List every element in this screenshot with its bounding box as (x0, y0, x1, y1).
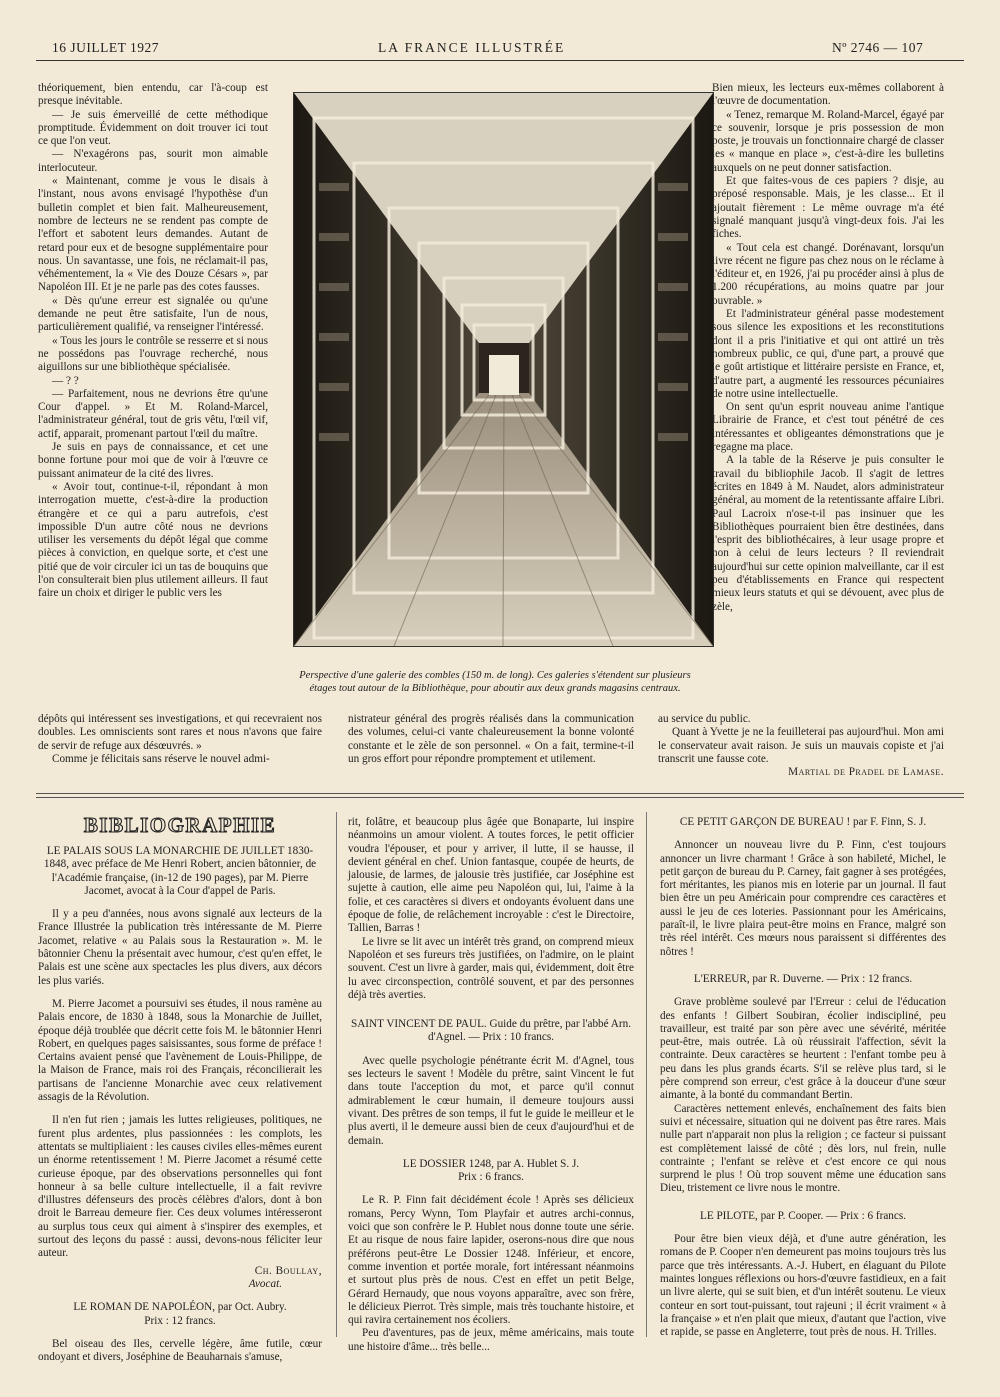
paragraph: — ? ? (52, 374, 79, 387)
paragraph: Caractères nettement enlevés, enchaînement des faits bien suivi et nécessaire, situation qui ne doivent pas être rares. Mais nulle part n'apparait non plus la religion ; ce facteur si puissant est complètement laissé de côté ; dès lors, nul frein, nulle contrainte ; l'enfant se relève et c'est encore ce qui nous surprend le plus ! Où trop souvent même une éducation sans Dieu, tristement ce livre nous le montre. (660, 1102, 946, 1195)
book-price: Prix : 12 francs. (144, 1314, 216, 1327)
paragraph: « Maintenant, comme je vous le disais à l'instant, nous avons envisagé l'hypothèse d'un bulletin complet et bien fait. Malheureusement, nombre de lecteurs ne se rendent pas compte de l'effort et sabotent leurs demandes. Autant de retard pour eux et de besogne supplémentaire pour nous. Un savantasse, une fois, ne réclamait-il pas, véhémentement, la « Vie des Douze Césars », par Napoléon III. Et je ne parle pas des cotes fausses. (38, 175, 268, 294)
column-divider (646, 812, 647, 1337)
book-title: LE DOSSIER 1248, par A. Hublet S. J. (402, 1157, 580, 1170)
library-gallery-photo (293, 92, 714, 647)
book-title: LE ROMAN DE NAPOLÉON, par Oct. Aubry. (73, 1301, 287, 1314)
paragraph: dépôts qui intéressent ses investigations, et qui recevraient nos doubles. Les omniscients sont rares et nous n'avons que faire de servir de refuge aux désœuvrés. » (38, 713, 322, 752)
paragraph: rit, folâtre, et beaucoup plus âgée que Bonaparte, lui inspire néanmoins un amour violent. A toutes forces, le petit officier voudra l'épouser, et pour y arriver, il lutte, il se hausse, il devient général en chef. Union fantasque, coupée de heurts, de jalousie, de larmes, de jalousie très justifiée, car Joséphine est sujette à caution, elle aime peu Napoléon qui, lui, l'aime à la folie, et ces caractères si divers et ondoyants évoluent dans une époque de folie, de relâchement incroyable : c'est le Directoire, Tallien, Barras ! (348, 816, 634, 935)
paragraph: Bel oiseau des Iles, cervelle légère, âme futile, cœur ondoyant et divers, Joséphine de Beauharnais s'amuse, (38, 1337, 322, 1364)
book-title: CE PETIT GARÇON DE BUREAU ! par F. Finn, S. J. (679, 816, 927, 828)
paragraph: Et que faites-vous de ces papiers ? disje, au préposé responsable. Mais, je les classe... Et il ajoutait fièrement : Le même ouvrage m'a été signalé manquant jusqu'à vingt-deux fois. J'ai les fiches. (712, 175, 944, 241)
paragraph: Comme je félicitais sans réserve le nouvel admi- (52, 752, 270, 765)
bibliographie-col-3 (660, 816, 946, 1337)
page-number: Nº 2746 — 107 (832, 40, 924, 55)
paragraph: « Dès qu'une erreur est signalée ou qu'une demande ne peut être satisfaite, l'un de nous, particulièrement qualifié, va renseigner l'intéressé. (38, 294, 268, 334)
photo-illustration (294, 93, 713, 646)
paragraph: Bien mieux, les lecteurs eux-mêmes collaborent à l'œuvre de documentation. (712, 82, 944, 108)
paragraph: M. Pierre Jacomet a poursuivi ses études, il nous ramène au Palais encore, de 1830 à 1848, sous la Monarchie de Juillet, époque déjà troublée que décrit cette fois M. le bâtonnier Henri Robert, en quelques pages saisissantes, sous forme de préface ! Certains avaient pensé que l'avènement de Louis-Philippe, de la Maison de France, mais roi des Français, réconcilierait les partisans de l'ancienne Monarchie avec ceux relativement assagis de la Révolution. (38, 997, 322, 1104)
paragraph: Peu d'aventures, pas de jeux, même américains, mais toute une histoire d'âme... très belle... (348, 1327, 634, 1353)
issue-date: 16 JUILLET 1927 (52, 40, 159, 55)
bibliographie-heading-art (46, 814, 314, 836)
paragraph: Grave problème soulevé par l'Erreur : celui de l'éducation des enfants ! Gilbert Soubiran, écolier indiscipliné, peu travailleur, est traité par son père avec une sévérité, méritée peut-être, mais outrée. Là où réussirait l'affection, sévit la contrainte. Deux caractères se heurtent : l'enfant tombe peu à peu dans les plus grands écarts. S'il se relève plus tard, si le père comprend son erreur, c'est grâce à la douceur d'une sœur aimante, à la bonté du commandant Bertin. (660, 996, 946, 1102)
bibliographie-col-1 (38, 845, 322, 1364)
bibliographie-col-2 (348, 816, 634, 1353)
paragraph: Il n'en fut rien ; jamais les luttes religieuses, politiques, ne furent plus ardentes, plus passionnées : les complots, les attentats se multipliaient : les causes civiles elles-mêmes eurent un énorme retentissement ! M. Pierre Jacomet a résumé cette curieuse époque, par des observations personnelles qui font honneur à sa belle culture intellectuelle, il a fait revivre d'illustres défenseurs des procès célèbres d'alors, dont à bon droit le Barreau demeure fier. Ces deux volumes intéresseront au surplus tous ceux qui aiment à s'inspirer des exemples, et surtout des leçons du passé : aussi, devons-nous féliciter leur auteur. (38, 1114, 322, 1260)
reviewer-name: Ch. Boullay, (254, 1264, 322, 1277)
book-title: LE PILOTE, par P. Cooper. — Prix : 6 francs. (699, 1209, 906, 1222)
paragraph: au service du public. (658, 713, 751, 725)
article-col-3 (712, 82, 944, 728)
article-signature: Martial de Pradel de Lamase. (788, 766, 944, 779)
paragraph: « Tenez, remarque M. Roland-Marcel, égayé par ce souvenir, lorsque je pris possession de mon poste, je trouvais un fonctionnaire chargé de classer les « manque en place », c'est-à-dire les bulletins auxquels on ne peut donner satisfaction. (712, 108, 944, 174)
paragraph: Le livre se lit avec un intérêt très grand, on comprend mieux Napoléon et ses fureurs très justifiées, on l'admire, on le plaint souvent. C'est un livre à garder, mais qui, évidemment, doit être lu avec circonspection, contrôlé souvent, et par des personnes déjà très averties. (348, 935, 634, 1001)
book-title: SAINT VINCENT DE PAUL. Guide du prêtre, par l'abbé Arn. d'Agnel. — Prix : 10 francs. (350, 1018, 631, 1044)
reviewer-title: Avocat. (248, 1277, 282, 1290)
paragraph: — Parfaitement, nous ne devrions être qu'une Cour d'appel. » Et M. Roland-Marcel, l'administrateur général, tout de gris vêtu, l'œil vif, actif, apparait, promenant partout l'œil du maître. (38, 387, 268, 440)
column-divider (336, 812, 337, 1337)
paragraph: Quant à Yvette je ne la feuilleterai pas aujourd'hui. Mon ami le conservateur avait raison. Je suis un mauvais copiste et j'ai transcrit une fausse cote. (658, 726, 944, 765)
paragraph: Pour être bien vieux déjà, et d'une autre génération, les romans de P. Cooper n'en demeurent pas moins toujours très lus parce que très intéressants. A.-J. Hubert, en élaguant du Pilote maintes longues réflexions ou hors-d'œuvre fastidieux, en a fait un livre alerte, qui se suit bien, et d'un intérêt soutenu. Le vieux conteur en sort tout-puissant, tout rajeuni ; il écrit vraiment « à la française » et n'en plait que mieux, d'autant que l'action, vive et rapide, se passe en Angleterre, tout près de nous. H. Trilles. (660, 1233, 946, 1339)
article-col-1 (38, 82, 268, 710)
paragraph: Le R. P. Finn fait décidément école ! Après ses délicieux romans, Percy Wynn, Tom Playfair et autres archi-connus, voici que son confrère le P. Hublet nous donne toute une série. Et au risque de nous faire lapider, oserons-nous dire que nous préférons peut-être Le Dossier 1248. Inférieur, et encore, comme invention et portée morale, fort intéressant néanmoins et surtout plus près de nous. C'est en effet un petit Belge, Gérard Hernaudy, que nous voyons apparaître, avec son frère, le délicieux Pierrot. Très simple, mais très touchante histoire, et qui ravira certainement nos écoliers. (348, 1194, 634, 1327)
paragraph: Annoncer un nouveau livre du P. Finn, c'est toujours annoncer un livre charmant ! Grâce à son habileté, Michel, le petit garçon de bureau du P. Carney, fait gagner à ses protégées, fort méritantes, les pianos mis en loterie par un journal. Il faut bien être un peu Américain pour comprendre ces caractères et aussi le jeu de ces loteries. Passionnant pour les Américains, paraît-il, le livre plaira peut-être moins en France, malgré son très réel intérêt. Ces mœurs nous paraissent si différentes des nôtres ! (660, 839, 946, 958)
photo-caption: Perspective d'une galerie des combles (150 m. de long). Ces galeries s'étendent sur plusieurs étages tout autour de la Bibliothèque, pour aboutir aux deux grands magasins centraux. (299, 670, 691, 694)
paragraph: « Tout cela est changé. Dorénavant, lorsqu'un livre récent ne figure pas chez nous on le réclame à l'éditeur et, en 1926, j'ai pu procéder ainsi à plus de 1.200 récupérations, au moins quatre par jour ouvrable. » (712, 241, 944, 307)
paragraph: On sent qu'un esprit nouveau anime l'antique Librairie de France, et c'est tout pénétré de ces intéressantes et obligeantes démonstrations que je regagne ma place. (712, 401, 944, 454)
article-bottom-left (38, 713, 322, 783)
book-title: LE PALAIS SOUS LA MONARCHIE DE JUILLET 1830-1848, avec préface de Me Henri Robert, ancien bâtonnier, de l'Académie française, (in-12 de 190 pages), par M. Pierre Jacomet, avocat à la Cour d'appel de Paris. (43, 845, 317, 897)
paragraph: Avec quelle psychologie pénétrante écrit M. d'Agnel, tous ses lecteurs le savent ! Modèle du prêtre, saint Vincent le fut dans toute l'acception du mot, et parce qu'il connut admirablement le cœur humain, il demeure toujours aussi vivant. Des prêtres de son temps, il fut le guide le meilleur et le plus averti, il le demeure aussi bien de ceux d'aujourd'hui et de demain. (348, 1054, 634, 1147)
article-bottom-middle (348, 713, 634, 783)
paragraph: « Tous les jours le contrôle se resserre et si nous ne possédons pas l'ouvrage recherché, nous aiguillons sur une bibliothèque spécialisée. (38, 334, 268, 374)
paragraph: théoriquement, bien entendu, car l'à-coup est presque inévitable. (38, 82, 268, 108)
paragraph: — Je suis émerveillé de cette méthodique promptitude. Évidemment on doit trouver ici tout ce que l'on veut. (38, 108, 268, 148)
paragraph: — N'exagérons pas, sourit mon aimable interlocuteur. (38, 148, 268, 174)
paragraph: nistrateur général des progrès réalisés dans la communication des volumes, celui-ci vante chaleureusement la bonne volonté constante et le zèle de son personnel. « On a fait, termine-t-il un gros effort pour répondre promptement et utilement. (348, 713, 634, 765)
paragraph: Et l'administrateur général passe modestement sous silence les expositions et les reconstitutions dont il a pris l'initiative et qui ont attiré un très nombreux public, ce qui, d'une part, a prouvé que le goût artistique et littéraire persiste en France, et, d'autre part, a augmenté les ressources pécuniaires de notre usine intellectuelle. (712, 308, 944, 400)
bibliographie-heading (46, 814, 314, 836)
paragraph: « Avoir tout, continue-t-il, répondant à mon interrogation muette, c'est-à-dire la production étrangère et ce qui a paru autrefois, c'est impossible D'un autre côté nous ne devrions utiliser les versements du dépôt légal que comme pièces à conviction, en quelque sorte, et c'est une pitié que de voir circuler ici un tas de bouquins que l'on consulterait bien plus utilement ailleurs. Il faut faire un choix et diriger le public vers les (38, 480, 268, 600)
article-bottom-right (658, 713, 944, 785)
paragraph: Je suis en pays de connaissance, et cet une bonne fortune pour moi que de voir à l'œuvre ce puissant animateur de la cité des livres. (38, 441, 268, 480)
section-rule (36, 797, 964, 798)
book-price: Prix : 6 francs. (458, 1171, 524, 1184)
paragraph: Il y a peu d'années, nous avons signalé aux lecteurs de la France Illustrée la publication très intéressante de M. Pierre Jacomet, relative « au Palais sous la Restauration ». M. le bâtonnier Chenu la présentait avec humour, c'est qu'en effet, le Palais est une scène aux spectacles les plus divers, aux décors les plus variés. (38, 908, 322, 987)
header-rule (36, 60, 964, 61)
section-rule (36, 793, 964, 794)
paragraph: A la table de la Réserve je puis consulter le travail du bibliophile Jacob. Il s'agit de lettres écrites en 1849 à M. Naudet, alors administrateur général, au moment de la retentissante affaire Libri. Paul Lacroix n'ose-t-il pas insinuer que les Bibliothèques pourraient bien être destinées, dans l'esprit des bibliothécaires, à leur usage propre et non à celui de leurs lecteurs ? Il reviendrait aujourd'hui sur cette opinion malveillante, car il est peu d'établissements en France qui respectent mieux leurs statuts et qui se dévouent, avec plus de zèle, (712, 454, 944, 613)
bibliographie-heading-text: BIBLIOGRAPHIE (83, 813, 277, 837)
newspaper-title: LA FRANCE ILLUSTRÉE (378, 40, 566, 55)
book-title: L'ERREUR, par R. Duverne. — Prix : 12 francs. (693, 972, 913, 985)
